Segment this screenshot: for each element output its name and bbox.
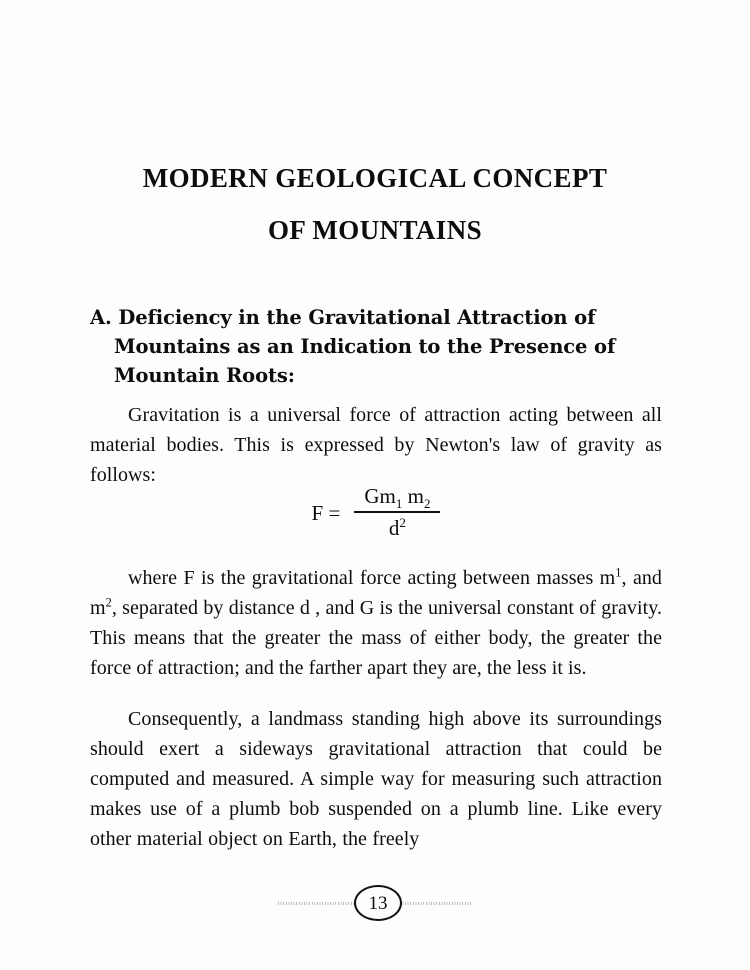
paragraph-2-text-2: , and m bbox=[90, 567, 662, 619]
section-heading: A. Deficiency in the Gravitational Attraction of Mountains as an Indication to the Presence of Mountain Roots: bbox=[90, 306, 616, 387]
title-line-1: MODERN GEOLOGICAL CONCEPT bbox=[142, 163, 608, 193]
page-footer bbox=[0, 885, 750, 921]
formula-denominator-base: d bbox=[388, 515, 400, 540]
paragraph-where-definitions bbox=[90, 563, 662, 683]
ornament-rule-left-icon bbox=[278, 902, 364, 905]
mass-two-superscript: 2 bbox=[105, 595, 112, 610]
formula-numerator-base-2: m bbox=[402, 484, 424, 508]
formula-left-hand-side: F = bbox=[311, 500, 341, 525]
formula-numerator-subscript-1: 1 bbox=[395, 496, 403, 512]
ornament-rule-right-icon bbox=[392, 902, 472, 905]
mass-one-superscript: 1 bbox=[615, 565, 622, 580]
formula-numerator-base-1: Gm bbox=[364, 484, 396, 508]
formula-denominator bbox=[389, 513, 406, 541]
paragraph-2-text-3: , separated by distance d , and G is the universal constant of gravity. This means that the greater the mass of either body, the greater the force of attraction; and the farther apart they are, the less it is. bbox=[90, 597, 662, 679]
body-column bbox=[90, 0, 662, 970]
formula-numerator bbox=[354, 484, 440, 511]
paragraph-consequently: Consequently, a landmass standing high above its surroundings should exert a sideways gravitational attraction that could be computed and measured. A simple way for measuring such attraction makes use of a plumb bob suspended on a plumb line. Like every other material object on Earth, the freely bbox=[90, 708, 662, 850]
page-number: 13 bbox=[354, 885, 402, 921]
formula-newton-gravity bbox=[90, 484, 662, 541]
formula-fraction bbox=[354, 484, 440, 541]
title-line-2: OF MOUNTAINS bbox=[267, 215, 483, 245]
paragraph-gravitation: Gravitation is a universal force of attraction acting between all material bodies. This is expressed by Newton's law of gravity as follows: bbox=[90, 404, 662, 486]
paragraph-2-text-1: where F is the gravitational force acting between masses m bbox=[128, 567, 616, 589]
formula-denominator-exponent: 2 bbox=[399, 514, 406, 530]
formula-numerator-subscript-2: 2 bbox=[423, 496, 431, 512]
